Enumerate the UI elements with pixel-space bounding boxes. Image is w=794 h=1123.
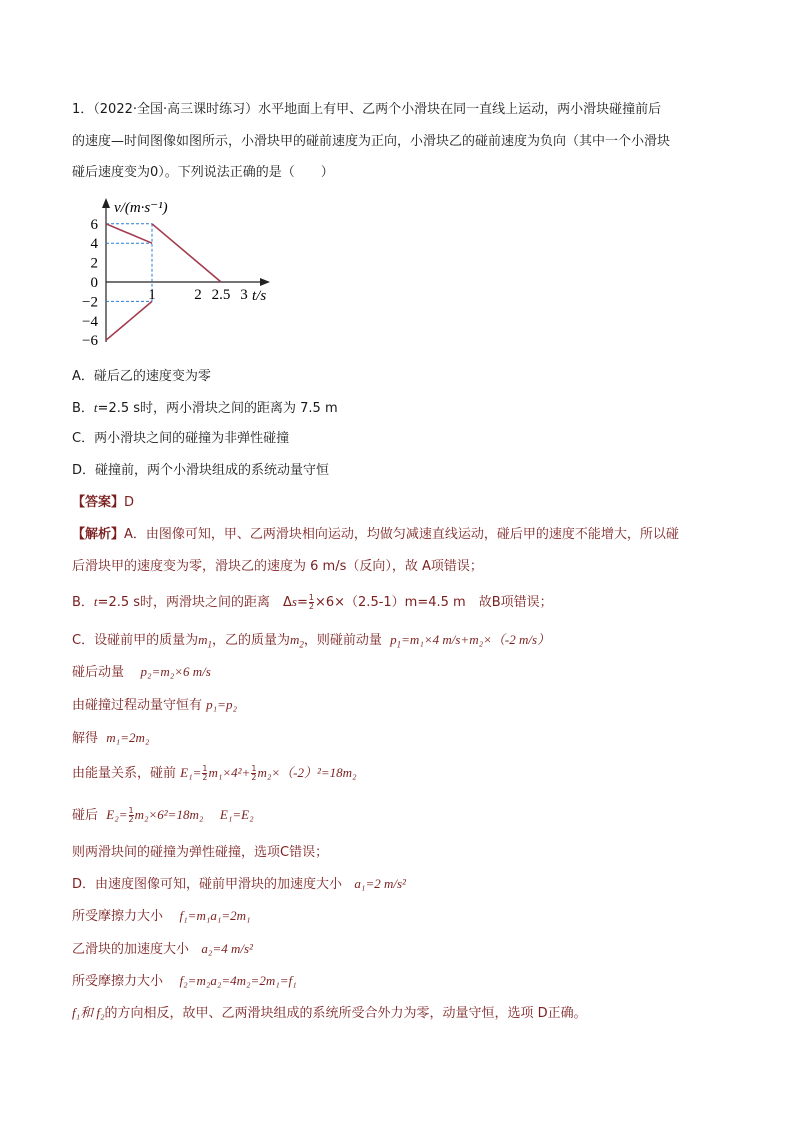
x-tick-label: 3 <box>240 287 248 303</box>
analysis-c-1: C．设碰前甲的质量为$m_1$，乙的质量为$m_2$，则碰前动量 $p_1=m_1\times 4$ m/s+m₂×（-2 m/s） <box>72 632 551 650</box>
series-line-1 <box>106 301 152 340</box>
fraction-half: $\frac{1}{2}$ <box>128 806 134 824</box>
analysis-solve: 解得 m₁=2m₂ <box>72 730 150 746</box>
analysis-b-var2: s <box>291 594 297 609</box>
x-tick-labels <box>148 287 248 303</box>
analysis-a2: 乙滑块的加速度大小 a₂=4 m/s² <box>72 941 253 957</box>
x-tick-label: 2.5 <box>211 287 231 303</box>
y-tick-label: −2 <box>82 294 98 311</box>
analysis-a-1: A．由图像可知，甲、乙两滑块相向运动，均做匀减速直线运动，碰后甲的速度不能增大，所以碰 <box>124 527 679 542</box>
option-b <box>72 398 338 419</box>
analysis-after-momentum: 碰后动量 p₂=m₂×6 m/s <box>72 664 211 680</box>
analysis-final: f₁和 f₂的方向相反，故甲、乙两滑块组成的系统所受合外力为零，动量守恒，选项 D正确。 <box>72 1005 587 1021</box>
option-c: C．两小滑块之间的碰撞为非弹性碰撞 <box>72 431 290 446</box>
question-source: （2022·全国·高三课时练习） <box>93 102 259 117</box>
analysis-b-text2: ×6×（2.5-1）m=4.5 m 故B项错误； <box>314 595 553 610</box>
question-line-3: 碰后速度变为0）。下列说法正确的是（ ） <box>72 165 334 180</box>
y-tick-label: −6 <box>82 333 98 350</box>
option-b-var: t <box>93 400 98 415</box>
momentum-before-expr: =m₁×4 m/s+m₂×（-2 m/s） <box>401 632 551 647</box>
analysis-b-prefix: B． <box>72 595 94 610</box>
option-b-prefix: B． <box>72 401 94 416</box>
analysis-label: 【解析】 <box>72 527 125 542</box>
analysis-f1: 所受摩擦力大小 f₁=m₁a₁=2m₁ <box>72 908 251 924</box>
analysis-b <box>72 592 553 613</box>
fraction-half: $\frac{1}{2}$ <box>251 764 257 782</box>
y-tick-label: −4 <box>82 313 98 330</box>
y-axis-label: v/(m·s⁻¹) <box>114 200 168 216</box>
option-b-text: =2.5 s时，两小滑块之间的距离为 7.5 m <box>97 401 338 416</box>
question-number: 1． <box>72 102 94 117</box>
fraction-half: $\frac{1}{2}$ <box>308 593 314 611</box>
option-a: A．碰后乙的速度变为零 <box>72 369 211 384</box>
y-tick-label: 2 <box>90 255 98 272</box>
analysis-conserve: 由碰撞过程动量守恒有 p₁=p₂ <box>72 697 237 713</box>
answer-label: 【答案】 <box>72 495 125 510</box>
y-tick-label: 6 <box>90 216 98 233</box>
velocity-time-chart <box>68 192 288 352</box>
guide-lines <box>106 224 152 302</box>
question-line-1 <box>72 100 661 120</box>
x-axis-arrow <box>260 278 270 286</box>
question-text-1: 水平地面上有甲、乙两个小滑块在同一直线上运动，两小滑块碰撞前后 <box>258 102 662 117</box>
x-tick-label: 1 <box>148 287 156 303</box>
analysis-line-1 <box>72 525 679 545</box>
answer-line <box>72 493 134 513</box>
analysis-energy-after: 碰后 E₂= $\frac{1}{2}$ m₂×6²=18m₂ E₁=E₂ <box>72 806 254 824</box>
question-line-2: 的速度—时间图像如图所示，小滑块甲的碰前速度为正向，小滑块乙的碰前速度为负向（其中一个小滑块 <box>72 134 671 149</box>
y-tick-label: 0 <box>90 275 98 291</box>
analysis-b-text1: =2.5 s时，两滑块之间的距离 Δ <box>97 595 292 610</box>
analysis-d-1: D．由速度图像可知，碰前甲滑块的加速度大小 a₁=2 m/s² <box>72 876 406 892</box>
analysis-energy-before: 由能量关系，碰前 E₁= $\frac{1}{2}$ m₁×4²+ $\frac{1}{2}$ m₂×（-2）²=18m₂ <box>72 764 357 782</box>
option-d: D．碰撞前，两个小滑块组成的系统动量守恒 <box>72 463 330 478</box>
y-tick-labels <box>82 217 98 349</box>
x-axis-label: t/s <box>252 288 267 304</box>
series-line-0 <box>106 224 152 243</box>
answer-value: D <box>124 495 135 510</box>
analysis-b-eq: = <box>296 595 308 610</box>
fraction-half: $\frac{1}{2}$ <box>202 764 208 782</box>
y-axis-arrow <box>102 198 110 208</box>
series-line-2 <box>152 224 221 282</box>
analysis-f2: 所受摩擦力大小 f₂=m₂a₂=4m₂=2m₁=f₁ <box>72 973 297 989</box>
analysis-b-var: t <box>93 594 98 609</box>
analysis-c-conclusion: 则两滑块间的碰撞为弹性碰撞，选项C错误； <box>72 845 329 860</box>
analysis-a-2: 后滑块甲的速度变为零，滑块乙的速度为 6 m/s（反向），故 A项错误； <box>72 559 483 574</box>
x-tick-label: 2 <box>194 287 202 303</box>
y-tick-label: 4 <box>90 236 98 253</box>
